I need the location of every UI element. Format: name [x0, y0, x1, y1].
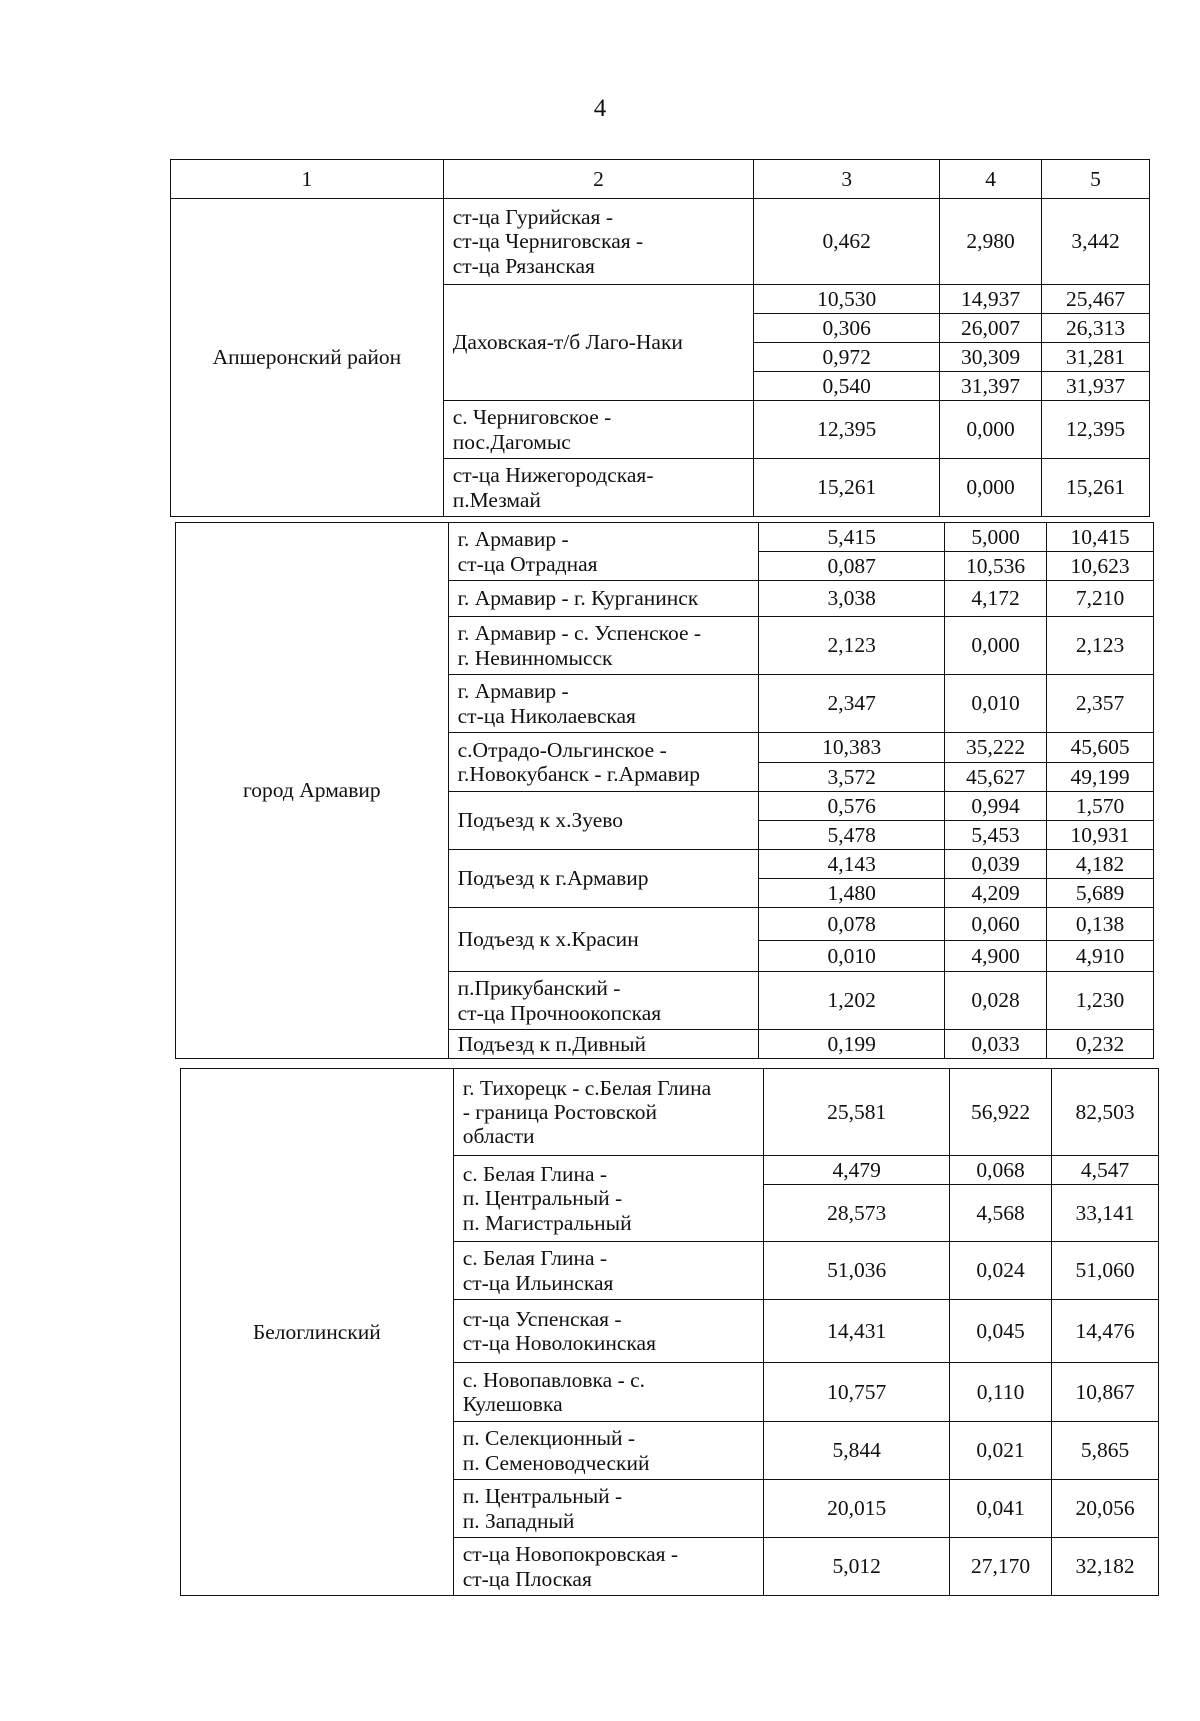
length-value: 10,757 [764, 1363, 950, 1422]
road-name: г. Армавир - ст-ца Николаевская [448, 675, 759, 733]
length-value: 10,867 [1052, 1363, 1159, 1422]
length-value: 0,576 [759, 792, 945, 821]
length-value: 3,442 [1042, 199, 1150, 285]
road-name: г. Тихорецк - с.Белая Глина - граница Ростовской области [453, 1069, 764, 1156]
length-value: 0,010 [759, 941, 945, 972]
length-value: 51,036 [764, 1242, 950, 1300]
length-value: 2,980 [940, 199, 1042, 285]
road-name: п.Прикубанский - ст-ца Прочноокопская [448, 972, 759, 1030]
length-value: 45,627 [945, 763, 1047, 792]
length-value: 5,453 [945, 821, 1047, 850]
length-value: 31,281 [1042, 343, 1150, 372]
length-value: 0,000 [940, 401, 1042, 459]
length-value: 32,182 [1052, 1538, 1159, 1596]
data-table-part-2 [175, 522, 1154, 1059]
length-value: 14,431 [764, 1300, 950, 1363]
table-row [181, 1069, 1159, 1156]
column-header: 4 [940, 160, 1042, 199]
length-value: 4,172 [945, 581, 1047, 617]
length-value: 30,309 [940, 343, 1042, 372]
length-value: 10,931 [1047, 821, 1154, 850]
length-value: 5,415 [759, 523, 945, 552]
length-value: 12,395 [1042, 401, 1150, 459]
length-value: 31,937 [1042, 372, 1150, 401]
road-name: Даховская-т/б Лаго-Наки [443, 285, 754, 401]
length-value: 25,467 [1042, 285, 1150, 314]
length-value: 10,383 [759, 733, 945, 763]
column-header: 5 [1042, 160, 1150, 199]
length-value: 0,000 [940, 459, 1042, 517]
length-value: 45,605 [1047, 733, 1154, 763]
length-value: 0,028 [945, 972, 1047, 1030]
road-name: с.Отрадо-Ольгинское - г.Новокубанск - г.Армавир [448, 733, 759, 792]
column-header: 1 [171, 160, 444, 199]
length-value: 35,222 [945, 733, 1047, 763]
length-value: 0,462 [754, 199, 940, 285]
length-value: 0,199 [759, 1030, 945, 1059]
length-value: 10,536 [945, 552, 1047, 581]
data-table-part-3 [180, 1068, 1159, 1596]
length-value: 0,021 [950, 1422, 1052, 1480]
road-name: ст-ца Гурийская - ст-ца Черниговская - ст-ца Рязанская [443, 199, 754, 285]
length-value: 4,547 [1052, 1156, 1159, 1185]
length-value: 15,261 [754, 459, 940, 517]
length-value: 4,143 [759, 850, 945, 879]
length-value: 4,568 [950, 1185, 1052, 1242]
length-value: 4,209 [945, 879, 1047, 908]
length-value: 33,141 [1052, 1185, 1159, 1242]
table-row [176, 523, 1154, 552]
length-value: 2,123 [1047, 617, 1154, 675]
length-value: 5,000 [945, 523, 1047, 552]
road-name: Подъезд к г.Армавир [448, 850, 759, 908]
road-name: г. Армавир - ст-ца Отрадная [448, 523, 759, 581]
road-name: с. Белая Глина - п. Центральный - п. Магистральный [453, 1156, 764, 1242]
length-value: 0,110 [950, 1363, 1052, 1422]
length-value: 4,900 [945, 941, 1047, 972]
length-value: 0,087 [759, 552, 945, 581]
length-value: 10,415 [1047, 523, 1154, 552]
length-value: 1,570 [1047, 792, 1154, 821]
length-value: 82,503 [1052, 1069, 1159, 1156]
length-value: 1,480 [759, 879, 945, 908]
length-value: 0,033 [945, 1030, 1047, 1059]
page-number: 4 [593, 95, 607, 122]
length-value: 10,530 [754, 285, 940, 314]
length-value: 20,015 [764, 1480, 950, 1538]
length-value: 14,476 [1052, 1300, 1159, 1363]
road-name: п. Центральный - п. Западный [453, 1480, 764, 1538]
length-value: 51,060 [1052, 1242, 1159, 1300]
length-value: 14,937 [940, 285, 1042, 314]
length-value: 3,572 [759, 763, 945, 792]
length-value: 56,922 [950, 1069, 1052, 1156]
district-name: Апшеронский район [171, 199, 444, 517]
length-value: 0,068 [950, 1156, 1052, 1185]
length-value: 5,689 [1047, 879, 1154, 908]
length-value: 0,540 [754, 372, 940, 401]
road-name: Подъезд к х.Красин [448, 908, 759, 972]
length-value: 3,038 [759, 581, 945, 617]
road-name: ст-ца Новопокровская - ст-ца Плоская [453, 1538, 764, 1596]
length-value: 0,041 [950, 1480, 1052, 1538]
length-value: 0,045 [950, 1300, 1052, 1363]
length-value: 4,182 [1047, 850, 1154, 879]
length-value: 12,395 [754, 401, 940, 459]
road-name: ст-ца Успенская - ст-ца Новолокинская [453, 1300, 764, 1363]
length-value: 25,581 [764, 1069, 950, 1156]
road-name: г. Армавир - г. Курганинск [448, 581, 759, 617]
length-value: 4,910 [1047, 941, 1154, 972]
length-value: 10,623 [1047, 552, 1154, 581]
road-name: п. Селекционный - п. Семеноводческий [453, 1422, 764, 1480]
length-value: 0,024 [950, 1242, 1052, 1300]
length-value: 5,844 [764, 1422, 950, 1480]
length-value: 0,138 [1047, 908, 1154, 941]
length-value: 31,397 [940, 372, 1042, 401]
data-table-part-1 [170, 159, 1150, 517]
length-value: 0,078 [759, 908, 945, 941]
length-value: 5,865 [1052, 1422, 1159, 1480]
column-header: 2 [443, 160, 754, 199]
length-value: 0,232 [1047, 1030, 1154, 1059]
length-value: 2,347 [759, 675, 945, 733]
road-name: Подъезд к п.Дивный [448, 1030, 759, 1059]
length-value: 26,313 [1042, 314, 1150, 343]
road-name: Подъезд к х.Зуево [448, 792, 759, 850]
length-value: 28,573 [764, 1185, 950, 1242]
length-value: 0,010 [945, 675, 1047, 733]
length-value: 0,306 [754, 314, 940, 343]
length-value: 0,039 [945, 850, 1047, 879]
length-value: 5,012 [764, 1538, 950, 1596]
length-value: 49,199 [1047, 763, 1154, 792]
road-name: с. Новопавловка - с. Кулешовка [453, 1363, 764, 1422]
length-value: 4,479 [764, 1156, 950, 1185]
length-value: 0,060 [945, 908, 1047, 941]
district-name: город Армавир [176, 523, 449, 1059]
length-value: 1,202 [759, 972, 945, 1030]
length-value: 5,478 [759, 821, 945, 850]
road-name: с. Белая Глина - ст-ца Ильинская [453, 1242, 764, 1300]
length-value: 27,170 [950, 1538, 1052, 1596]
road-name: ст-ца Нижегородская- п.Мезмай [443, 459, 754, 517]
length-value: 0,994 [945, 792, 1047, 821]
length-value: 1,230 [1047, 972, 1154, 1030]
length-value: 2,123 [759, 617, 945, 675]
road-name: с. Черниговское - пос.Дагомыс [443, 401, 754, 459]
length-value: 7,210 [1047, 581, 1154, 617]
length-value: 0,000 [945, 617, 1047, 675]
length-value: 20,056 [1052, 1480, 1159, 1538]
district-name: Белоглинский [181, 1069, 454, 1596]
length-value: 2,357 [1047, 675, 1154, 733]
table-row [171, 199, 1150, 285]
length-value: 0,972 [754, 343, 940, 372]
length-value: 26,007 [940, 314, 1042, 343]
length-value: 15,261 [1042, 459, 1150, 517]
table-header-row [171, 160, 1150, 199]
column-header: 3 [754, 160, 940, 199]
road-name: г. Армавир - с. Успенское - г. Невинномысск [448, 617, 759, 675]
